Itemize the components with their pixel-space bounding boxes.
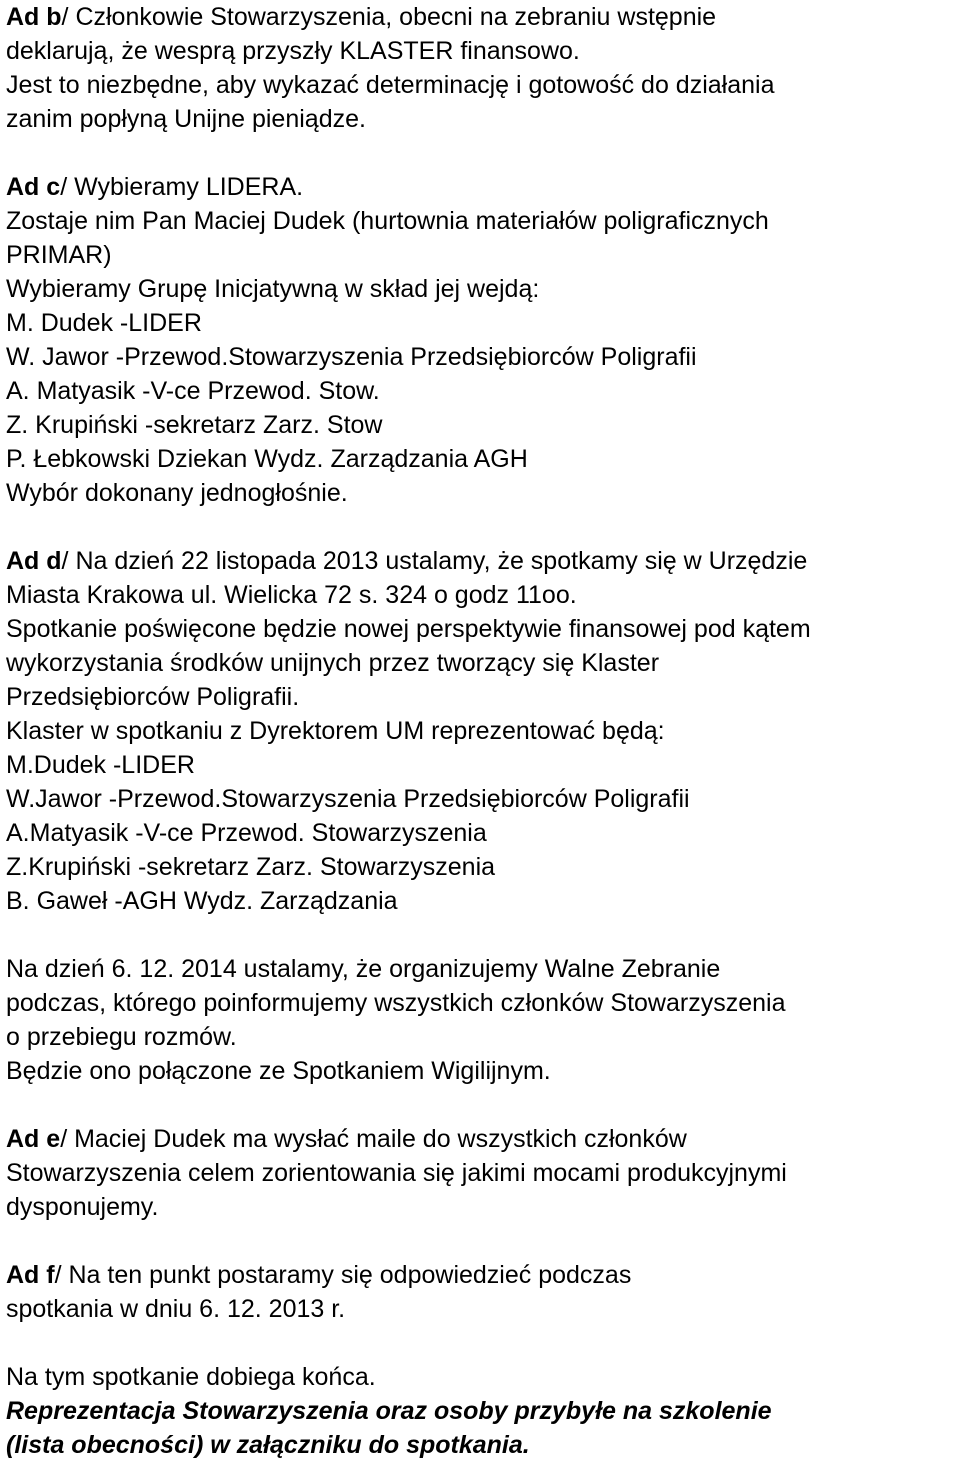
ad-d-line: wykorzystania środków unijnych przez tworzący się Klaster	[6, 649, 660, 677]
ad-c-label: Ad c	[6, 173, 61, 201]
followup-line: Będzie ono połączone ze Spotkaniem Wigilijnym.	[6, 1057, 551, 1085]
ad-b-line-1	[6, 0, 956, 34]
spacer	[6, 136, 956, 170]
ad-c-line: Wybieramy Grupę Inicjatywną w skład jej wejdą:	[6, 275, 540, 303]
section-ad-e	[6, 1122, 956, 1224]
ad-b-text: / Członkowie Stowarzyszenia, obecni na zebraniu wstępnie	[61, 3, 717, 31]
ad-d-line: Klaster w spotkaniu z Dyrektorem UM reprezentować będą:	[6, 717, 665, 745]
followup-line: podczas, którego poinformujemy wszystkich członków Stowarzyszenia	[6, 989, 786, 1017]
ad-d-line: Miasta Krakowa ul. Wielicka 72 s. 324 o godz 11oo.	[6, 581, 577, 609]
ad-e-line: Stowarzyszenia celem zorientowania się jakimi mocami produkcyjnymi	[6, 1159, 787, 1187]
ad-c-line-1	[6, 170, 956, 204]
ad-d-line: W.Jawor -Przewod.Stowarzyszenia Przedsiębiorców Poligrafii	[6, 785, 690, 813]
ad-c-line: M. Dudek -LIDER	[6, 309, 202, 337]
spacer	[6, 1326, 956, 1360]
ad-c-line: A. Matyasik -V-ce Przewod. Stow.	[6, 377, 380, 405]
ad-d-label: Ad d	[6, 547, 62, 575]
spacer	[6, 918, 956, 952]
ad-b-line: Jest to niezbędne, aby wykazać determinację i gotowość do działania	[6, 71, 775, 99]
followup-line: o przebiegu rozmów.	[6, 1023, 237, 1051]
closing-line: Na tym spotkanie dobiega końca.	[6, 1363, 376, 1391]
followup-line: Na dzień 6. 12. 2014 ustalamy, że organizujemy Walne Zebranie	[6, 955, 721, 983]
ad-e-line-1	[6, 1122, 956, 1156]
ad-c-line: P. Łebkowski Dziekan Wydz. Zarządzania AGH	[6, 445, 528, 473]
spacer	[6, 510, 956, 544]
section-closing	[6, 1360, 956, 1462]
spacer	[6, 1224, 956, 1258]
ad-f-line: spotkania w dniu 6. 12. 2013 r.	[6, 1295, 346, 1323]
ad-d-line-1	[6, 544, 956, 578]
ad-d-line: M.Dudek -LIDER	[6, 751, 195, 779]
ad-c-line: W. Jawor -Przewod.Stowarzyszenia Przedsiębiorców Poligrafii	[6, 343, 697, 371]
spacer	[6, 1088, 956, 1122]
ad-c-line: Z. Krupiński -sekretarz Zarz. Stow	[6, 411, 383, 439]
closing-note-line: (lista obecności) w załączniku do spotkania.	[6, 1431, 530, 1459]
section-walne-zebranie	[6, 952, 956, 1088]
section-ad-b	[6, 0, 956, 136]
ad-e-line: dysponujemy.	[6, 1193, 159, 1221]
ad-b-line: zanim popłyną Unijne pieniądze.	[6, 105, 366, 133]
ad-c-line: PRIMAR)	[6, 241, 112, 269]
ad-d-line: A.Matyasik -V-ce Przewod. Stowarzyszenia	[6, 819, 487, 847]
ad-d-line: B. Gaweł -AGH Wydz. Zarządzania	[6, 887, 398, 915]
closing-note-line: Reprezentacja Stowarzyszenia oraz osoby przybyłe na szkolenie	[6, 1397, 772, 1425]
ad-f-line-1	[6, 1258, 956, 1292]
ad-d-line: Przedsiębiorców Poligrafii.	[6, 683, 300, 711]
section-ad-f	[6, 1258, 956, 1326]
ad-b-label: Ad b	[6, 3, 62, 31]
ad-b-line: deklarują, że wesprą przyszły KLASTER finansowo.	[6, 37, 580, 65]
ad-f-label: Ad f	[6, 1261, 55, 1289]
ad-c-text: / Wybieramy LIDERA.	[60, 173, 304, 201]
ad-d-text: / Na dzień 22 listopada 2013 ustalamy, że spotkamy się w Urzędzie	[61, 547, 808, 575]
ad-e-label: Ad e	[6, 1125, 61, 1153]
ad-d-line: Z.Krupiński -sekretarz Zarz. Stowarzyszenia	[6, 853, 496, 881]
ad-f-text: / Na ten punkt postaramy się odpowiedzieć podczas	[54, 1261, 632, 1289]
section-ad-d	[6, 544, 956, 918]
ad-d-line: Spotkanie poświęcone będzie nowej perspektywie finansowej pod kątem	[6, 615, 811, 643]
ad-e-text: / Maciej Dudek ma wysłać maile do wszystkich członków	[60, 1125, 687, 1153]
document-page	[6, 0, 956, 1462]
ad-c-line: Wybór dokonany jednogłośnie.	[6, 479, 348, 507]
ad-c-line: Zostaje nim Pan Maciej Dudek (hurtownia materiałów poligraficznych	[6, 207, 769, 235]
section-ad-c	[6, 170, 956, 510]
